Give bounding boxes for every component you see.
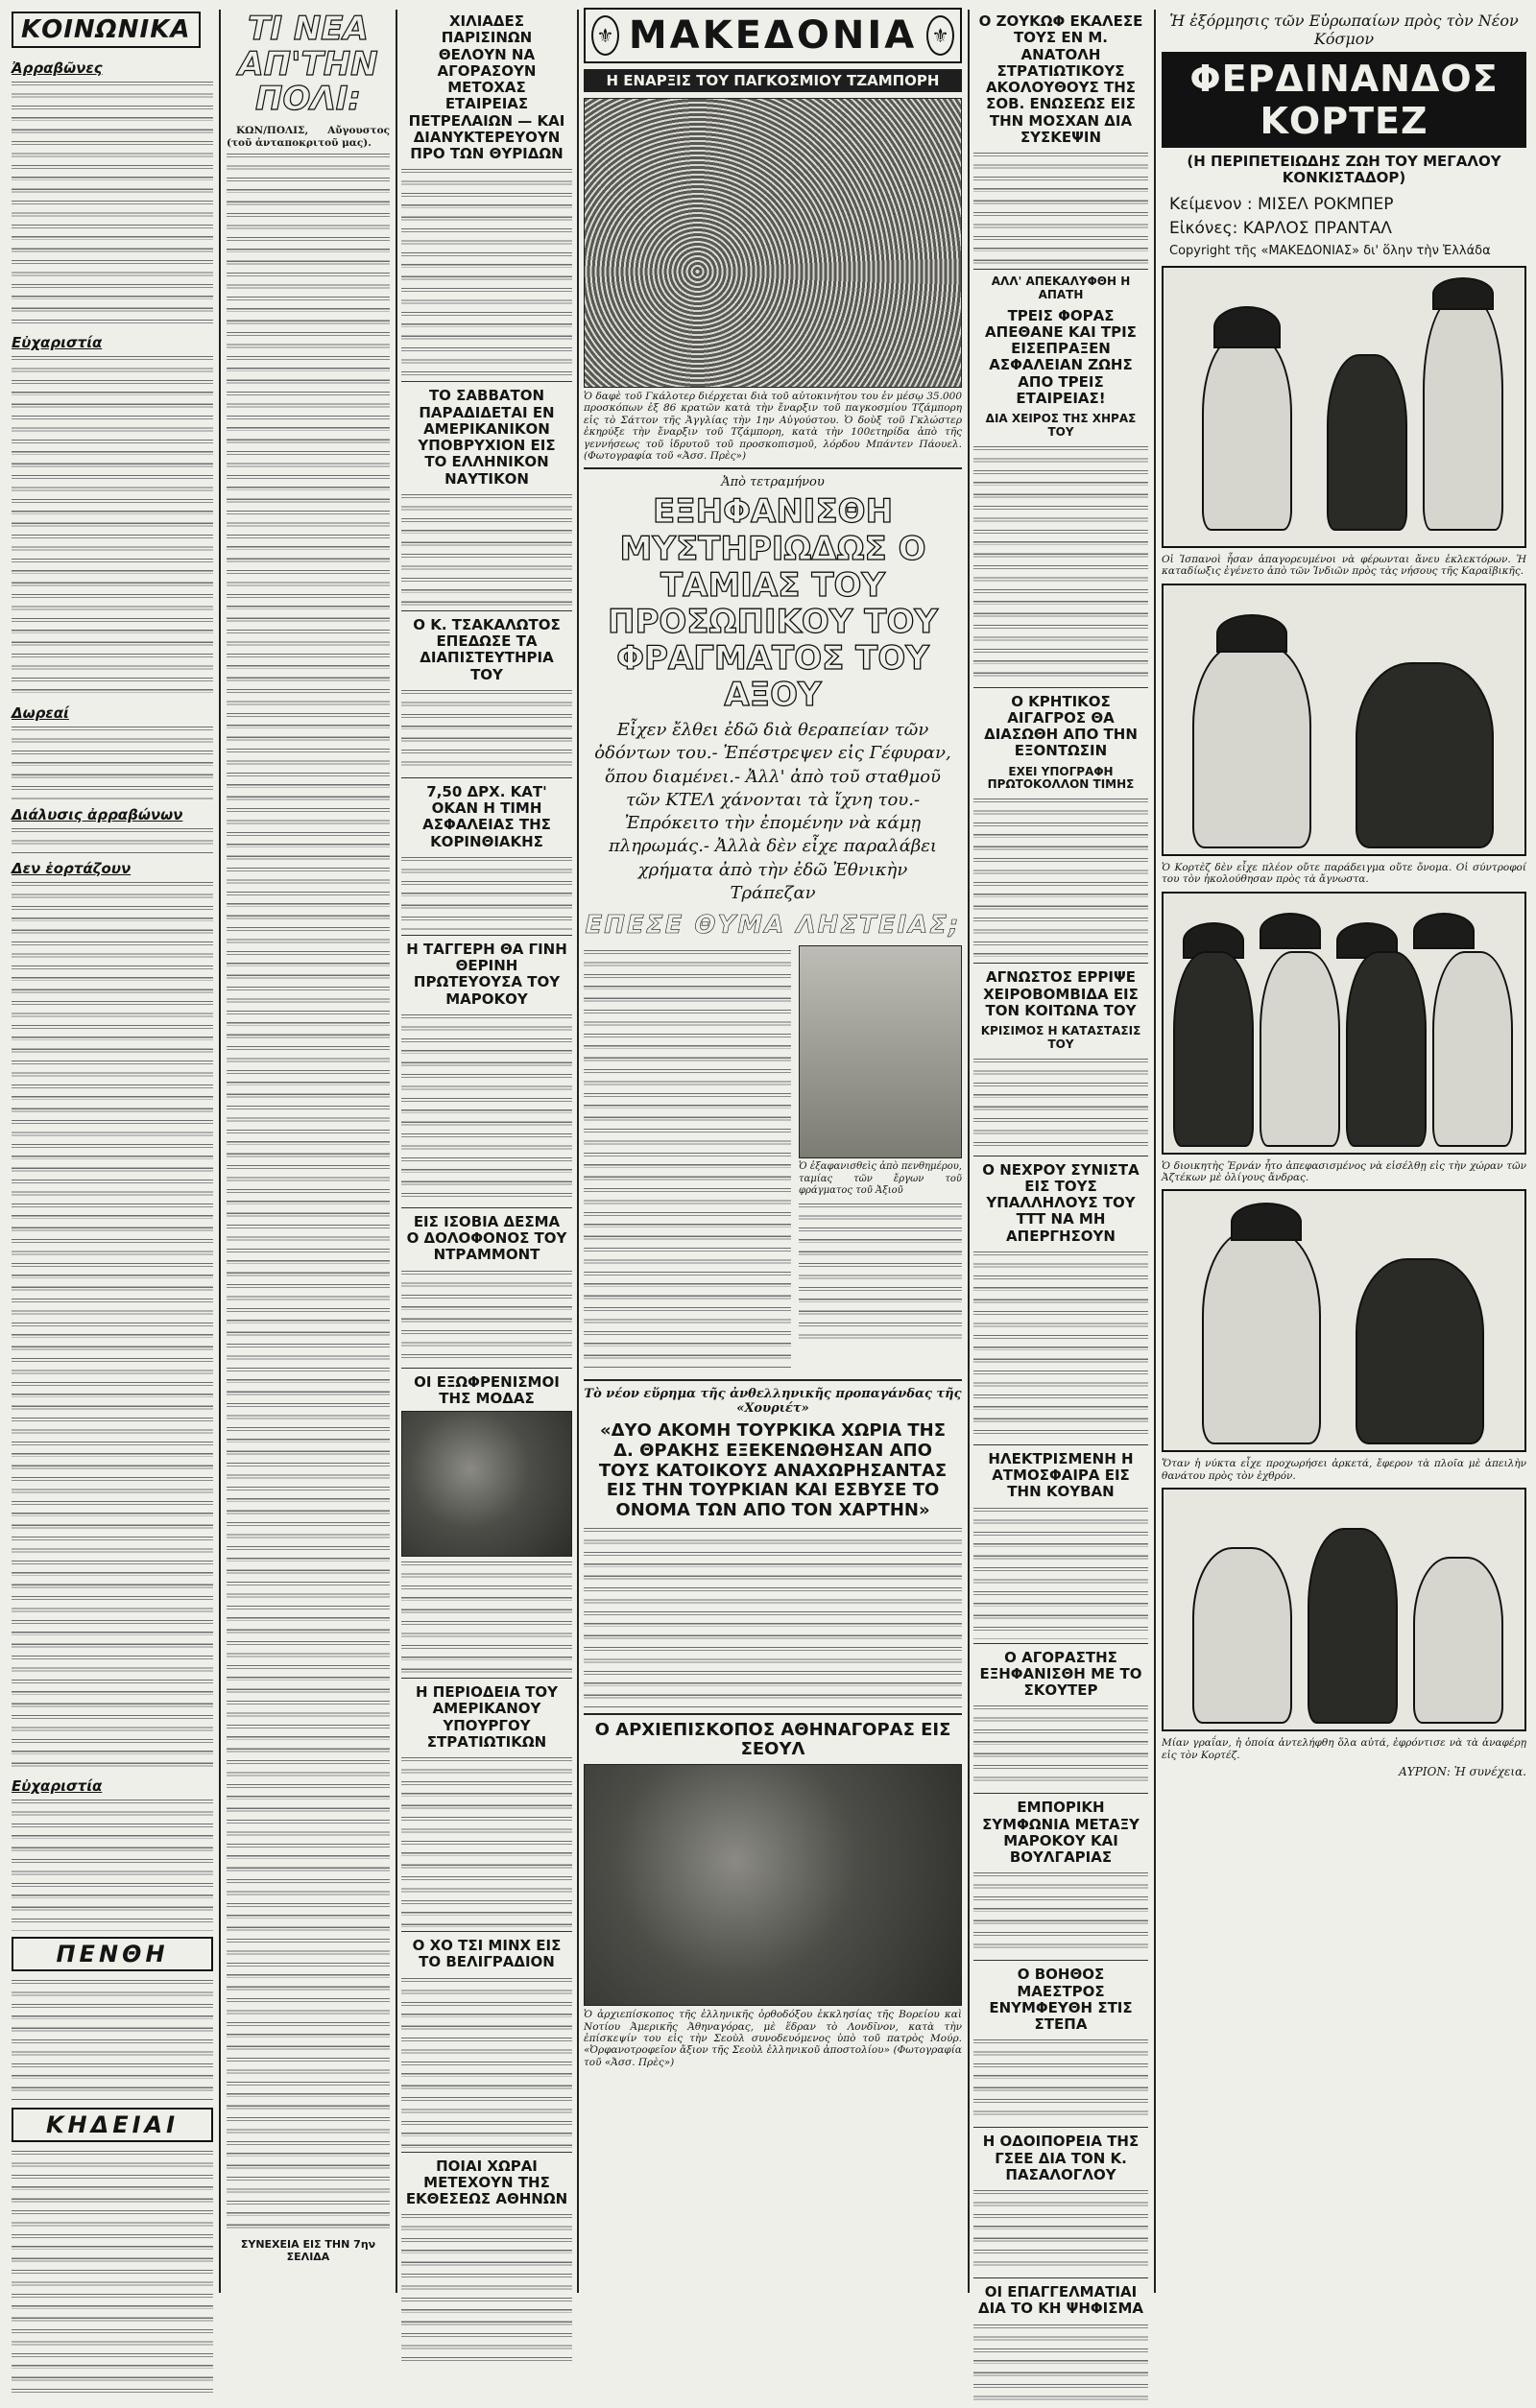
kicker-fraud: ΑΛΛ' ΑΠΕΚΑΛΥΦΘΗ Η ΑΠΑΤΗ	[991, 274, 1131, 301]
subsection-thanks: Εὐχαριστία	[12, 334, 103, 351]
body-text	[973, 1056, 1148, 1152]
body-text	[973, 443, 1148, 683]
body-text	[12, 825, 213, 854]
foreign-news-column	[973, 8, 1148, 2318]
column-rule	[968, 10, 970, 2293]
headline-drummond: ΕΙΣ ΙΣΟΒΙΑ ΔΕΣΜΑ Ο ΔΟΛΟΦΟΝΟΣ ΤΟΥ ΝΤΡΑΜΜΟΝΤ	[406, 1212, 567, 1264]
column-rule	[219, 10, 221, 2293]
headline-maestro: Ο ΒΟΗΘΟΣ ΜΑΕΣΤΡΟΣ ΕΝΥΜΦΕΥΘΗ ΣΤΙΣ ΣΤΕΠΑ	[989, 1966, 1133, 2034]
comic-caption-5: Μίαν γραΐαν, ἡ ὁποία ἀντελήφθη ὅλα αὐτά, ἐφρόντισε νὰ τὰ ἀναφέρῃ εἰς τὸν Κορτέζ.	[1162, 1737, 1526, 1761]
body-text	[401, 1754, 572, 1927]
feature-intro: Ἡ ἐξόρμησις τῶν Εὐρωπαίων πρὸς τὸν Νέον Κόσμον	[1169, 12, 1519, 48]
images-credit: Εἰκόνες: ΚΑΡΛΟΣ ΠΡΑΝΤΑΛ	[1169, 219, 1392, 238]
body-text	[401, 491, 572, 607]
column-rule	[577, 10, 579, 2293]
headline-fashion: ΟΙ ΕΞΩΦΡΕΝΙΣΜΟΙ ΤΗΣ ΜΟΔΑΣ	[414, 1372, 560, 1407]
subsection-donations: Δωρεαί	[12, 704, 69, 722]
body-text	[584, 1525, 962, 1707]
body-text	[401, 687, 572, 774]
body-text	[973, 1870, 1148, 1956]
archbishop-caption: Ὁ ἀρχιεπίσκοπος τῆς ἑλληνικῆς ὀρθοδόξου ἐκκλησίας τῆς Βορείου καὶ Νοτίου Ἀμερικῆς Ἀθηναγόρας, μὲ ἕδραν τὸ Λονδῖνον, κατὰ τὴν ἐπίσκεψίν του εἰς τὴν Σεοὺλ συνοδευόμενος ὑπὸ τοῦ πατρὸς Μούρ. «Ὀρφανοτροφεῖον ἄξιον τῆς Σεοὺλ ἑλληνικοῦ ἀποστολίου» (Φωτογραφία τοῦ «Ἀσσ. Πρὲς»)	[584, 2009, 962, 2068]
continued-note: ΣΥΝΕΧΕΙΑ ΕΙΣ ΤΗΝ 7ην ΣΕΛΙΔΑ	[240, 2237, 376, 2263]
lead-line: ΚΩΝ/ΠΟΛΙΣ, Αὔγουστος (τοῦ ἀνταποκριτοῦ μας).	[227, 125, 390, 149]
mourning-heading: ΠΕΝΘΗ	[12, 1937, 213, 1971]
archbishop-headline: Ο ΑΡΧΙΕΠΙΣΚΟΠΟΣ ΑΘΗΝΑΓΟΡΑΣ ΕΙΣ ΣΕΟΥΛ	[594, 1719, 951, 1760]
body-text	[799, 1201, 962, 1345]
funerals-heading: ΚΗΔΕΙΑΙ	[12, 2108, 213, 2142]
body-text	[12, 79, 213, 328]
headline-ho-chi-minh: Ο ΧΟ ΤΣΙ ΜΙΝΧ ΕΙΣ ΤΟ ΒΕΛΙΓΡΑΔΙΟΝ	[412, 1937, 562, 1971]
treasurer-photo-caption: Ὁ ἐξαφανισθεὶς ἀπὸ πενθημέρου, ταμίας τῶν ἔργων τοῦ φράγματος τοῦ Ἀξιοῦ	[799, 1161, 962, 1197]
comic-panel-4	[1162, 1189, 1526, 1452]
feature-subtitle: (Η ΠΕΡΙΠΕΤΕΙΩΔΗΣ ΖΩΗ ΤΟΥ ΜΕΓΑΛΟΥ ΚΟΝΚΙΣΤΑΔΟΡ)	[1187, 153, 1501, 187]
headline-nehru: Ο ΝΕΧΡΟΥ ΣΥΝΙΣΤΑ ΕΙΣ ΤΟΥΣ ΥΠΑΛΛΗΛΟΥΣ ΤΟΥ ΤΤΤ ΝΑ ΜΗ ΑΠΕΡΓΗΣΟΥΝ	[982, 1160, 1140, 1245]
robbery-headline: ΕΠΕΣΕ ΘΥΜΑ ΛΗΣΤΕΙΑΣ;	[585, 911, 961, 941]
body-text	[973, 796, 1148, 959]
headline-ibex: Ο ΚΡΗΤΙΚΟΣ ΑΙΓΑΓΡΟΣ ΘΑ ΔΙΑΣΩΘΗ ΑΠΟ ΤΗΝ ΕΞΟΝΤΩΣΙΝ	[984, 692, 1138, 760]
comic-caption-2: Ὁ Κορτὲζ δὲν εἶχε πλέον οὔτε παράδειγμα οὔτε ὄνομα. Οἱ σύντροφοί του τὸν ἠκολούθησαν πρὸς τὰ ἄγνωστα.	[1162, 861, 1526, 886]
subhead-protocol: ΕΧΕΙ ΥΠΟΓΡΑΦΗ ΠΡΩΤΟΚΟΛΛΟΝ ΤΙΜΗΣ	[987, 764, 1135, 792]
subhead-critical: ΚΡΙΣΙΜΟΣ Η ΚΑΤΑΣΤΑΣΙΣ ΤΟΥ	[980, 1024, 1141, 1051]
column-rule	[396, 10, 397, 2293]
body-text	[227, 151, 390, 2233]
body-text	[12, 353, 213, 699]
emblem-icon: ⚜	[926, 15, 954, 56]
main-column	[584, 8, 962, 2295]
headline-tangier: Η ΤΑΓΓΕΡΗ ΘΑ ΓΙΝΗ ΘΕΡΙΝΗ ΠΡΩΤΕΥΟΥΣΑ ΤΟΥ ΜΑΡΟΚΟΥ	[406, 940, 567, 1008]
body-text	[12, 1797, 213, 1931]
body-text	[401, 166, 572, 377]
subsection-thanks-2: Εὐχαριστία	[12, 1777, 103, 1795]
body-text	[401, 1975, 572, 2148]
body-text	[973, 2037, 1148, 2123]
headline-professionals: ΟΙ ΕΠΑΓΓΕΛΜΑΤΙΑΙ ΔΙΑ ΤΟ ΚΗ ΨΗΦΙΣΜΑ	[977, 2283, 1144, 2318]
treasurer-lead: Εἶχεν ἔλθει ἐδῶ διὰ θεραπείαν τῶν ὀδόντων του.- Ἐπέστρεψεν εἰς Γέφυραν, ὅπου διαμένει.- Ἀλλ' ἀπὸ τοῦ σταθμοῦ τῶν ΚΤΕΛ χάνονται τὰ ἴχνη του.- Ἐπρόκειτο τὴν ἐπομένην νὰ κάμῃ πληρωμάς.- Ἀλλὰ δὲν εἶχε παραλάβει χρήματα ἀπὸ τὴν ἐδῶ Ἐθνικὴν Τράπεζαν	[594, 719, 951, 903]
body-text	[973, 2187, 1148, 2274]
turkish-villages-headline: «ΔΥΟ ΑΚΟΜΗ ΤΟΥΡΚΙΚΑ ΧΩΡΙΑ ΤΗΣ Δ. ΘΡΑΚΗΣ ΕΞΕΚΕΝΩΘΗΣΑΝ ΑΠΟ ΤΟΥΣ ΚΑΤΟΙΚΟΥΣ ΑΝΑΧΩΡΗΣΑΝΤΑΣ ΕΙΣ ΤΗΝ ΤΟΥΡΚΙΑΝ ΚΑΙ ΕΣΒΥΣΕ ΤΟ ΟΝΟΜΑ ΤΩΝ ΑΠΟ ΤΟΝ ΧΑΡΤΗΝ»	[598, 1420, 948, 1521]
body-text	[401, 1012, 572, 1204]
headline-zhukov: Ο ΖΟΥΚΩΦ ΕΚΑΛΕΣΕ ΤΟΥΣ ΕΝ Μ. ΑΝΑΤΟΛΗ ΣΤΡΑΤΙΩΤΙΚΟΥΣ ΑΚΟΛΟΥΘΟΥΣ ΤΗΣ ΣΟΒ. ΕΝΩΣΕΩΣ ΕΙΣ ΤΗΝ ΜΟΣΧΑΝ ΔΙΑ ΣΥΣΚΕΨΙΝ	[978, 12, 1143, 146]
comic-panel-2	[1162, 584, 1526, 856]
headline-paris-oil: ΧΙΛΙΑΔΕΣ ΠΑΡΙΣΙΝΩΝ ΘΕΛΟΥΝ ΝΑ ΑΓΟΡΑΣΟΥΝ ΜΕΤΟΧΑΣ ΕΤΑΙΡΕΙΑΣ ΠΕΤΡΕΛΑΙΩΝ — ΚΑΙ ΔΙΑΝΥΚΤΕΡΕΥΟΥΝ ΠΡΟ ΤΩΝ ΘΥΡΙΔΩΝ	[408, 12, 565, 162]
column-rule	[1154, 10, 1156, 2293]
comic-panel-3	[1162, 892, 1526, 1155]
treasurer-photo	[799, 945, 962, 1158]
text-credit: Κείμενον : ΜΙΣΕΛ ΡΟΚΜΠΕΡ	[1169, 194, 1394, 214]
jamboree-headline: Η ΕΝΑΡΞΙΣ ΤΟΥ ΠΑΓΚΟΣΜΙΟΥ ΤΖΑΜΠΟΡΗ	[584, 69, 962, 92]
body-text	[584, 947, 791, 1370]
social-column	[12, 8, 213, 2295]
subhead-widow: ΔΙΑ ΧΕΙΡΟΣ ΤΗΣ ΧΗΡΑΣ ΤΟΥ	[985, 412, 1137, 439]
body-text	[12, 879, 213, 1772]
headline-insurance: ΤΡΕΙΣ ΦΟΡΑΣ ΑΠΕΘΑΝΕ ΚΑΙ ΤΡΙΣ ΕΙΣΕΠΡΑΞΕΝ ΑΣΦΑΛΕΙΑΝ ΖΩΗΣ ΑΠΟ ΤΡΕΙΣ ΕΤΑΙΡΕΙΑΣ!	[985, 306, 1137, 407]
headline-scooter: Ο ΑΓΟΡΑΣΤΗΣ ΕΞΗΦΑΝΙΣΘΗ ΜΕ ΤΟ ΣΚΟΥΤΕΡ	[979, 1648, 1142, 1700]
headline-submarine: ΤΟ ΣΑΒΒΑΤΟΝ ΠΑΡΑΔΙΔΕΤΑΙ ΕΝ ΑΜΕΡΙΚΑΝΙΚΟΝ ΥΠΟΒΡΥΧΙΟΝ ΕΙΣ ΤΟ ΕΛΛΗΝΙΚΟΝ ΝΑΥΤΙΚΟΝ	[418, 387, 556, 488]
continued-tomorrow: ΑΥΡΙΟΝ: Ἡ συνέχεια.	[1399, 1765, 1526, 1779]
headline-expo: ΠΟΙΑΙ ΧΩΡΑΙ ΜΕΤΕΧΟΥΝ ΤΗΣ ΕΚΘΕΣΕΩΣ ΑΘΗΝΩΝ	[405, 2157, 568, 2207]
news-briefs-column	[401, 8, 572, 2295]
comic-caption-3: Ὁ διοικητὴς Ἐρνάν ἦτο ἀπεφασισμένος νὰ εἰσέλθῃ εἰς τὴν χώραν τῶν Ἀζτέκων μὲ ὁλίγους ἄνδρας.	[1162, 1159, 1526, 1184]
body-text	[401, 2211, 572, 2365]
body-text	[973, 1505, 1148, 1639]
subsection-name-days: Δεν ἑορτάζουν	[12, 860, 132, 877]
constantinople-column	[227, 8, 390, 2295]
masthead-title: ΜΑΚΕΔΟΝΙΑ	[628, 13, 918, 58]
comic-caption-1: Οἱ Ἰσπανοὶ ἦσαν ἀπαγορευμένοι νὰ φέρωνται ἄνευ ἐκλεκτόρων. Ἡ καταδίωξις ἐγένετο ἀπὸ τῶν Ἰνδιῶν πρὸς τὰς νήσους τῆς Καραϊβικῆς.	[1162, 554, 1526, 578]
jamboree-photo	[584, 98, 962, 388]
body-text	[973, 2322, 1148, 2408]
copyright-note: Copyright τῆς «ΜΑΚΕΔΟΝΙΑΣ» δι' ὅλην τὴν Ἑλλάδα	[1169, 243, 1491, 258]
body-text	[401, 1268, 572, 1364]
kicker: Ἀπὸ τετραμήνου	[721, 475, 825, 490]
headline-morocco-bulgaria: ΕΜΠΟΡΙΚΗ ΣΥΜΦΩΝΙΑ ΜΕΤΑΞΥ ΜΑΡΟΚΟΥ ΚΑΙ ΒΟΥΛΓΑΡΙΑΣ	[982, 1799, 1140, 1867]
body-text	[12, 724, 213, 800]
body-text	[12, 1977, 213, 2102]
propaganda-kicker: Τὸ νέον εὕρημα τῆς ἀνθελληνικῆς προπαγάνδας τῆς «Χουριέτ»	[584, 1387, 962, 1417]
body-text	[401, 1559, 572, 1674]
subsection-broken-engagements: Διάλυσις ἀρραβώνων	[12, 806, 183, 823]
body-text	[973, 150, 1148, 265]
comic-panel-5	[1162, 1488, 1526, 1731]
section-title: ΚΟΙΝΩΝΙΚΑ	[12, 12, 201, 48]
cortez-feature-column	[1162, 8, 1526, 2295]
treasurer-story	[584, 945, 962, 1373]
headline-us-minister: Η ΠΕΡΙΟΔΕΙΑ ΤΟΥ ΑΜΕΡΙΚΑΝΟΥ ΥΠΟΥΡΓΟΥ ΣΤΡΑΤΙΩΤΙΚΩΝ	[415, 1683, 558, 1751]
body-text	[12, 2148, 213, 2397]
archbishop-photo	[584, 1764, 962, 2006]
headline-price: 7,50 ΔΡΧ. ΚΑΤ' ΟΚΑΝ Η ΤΙΜΗ ΑΣΦΑΛΕΙΑΣ ΤΗΣ ΚΟΡΙΝΘΙΑΚΗΣ	[422, 782, 551, 850]
feature-title: ΦΕΡΔΙΝΑΝΔΟΣ ΚΟΡΤΕΖ	[1162, 52, 1526, 148]
headline-cuba: ΗΛΕΚΤΡΙΣΜΕΝΗ Η ΑΤΜΟΣΦΑΙΡΑ ΕΙΣ ΤΗΝ ΚΟΥΒΑΝ	[988, 1449, 1134, 1501]
jamboree-caption: Ὁ δαφὲ τοῦ Γκάλοτερ διέρχεται διὰ τοῦ αὐτοκινήτου του ἐν μέσῳ 35.000 προσκόπων ἐξ 86 κρατῶν κατὰ τὴν ἔναρξιν τοῦ παγκοσμίου Τζάμπορη εἰς τὸ Σάττον τῆς Ἀγγλίας τὴν 1ην Αὐγούστου. Ὁ δοὺξ τοῦ Γκλώστερ ἐκηρύξε τὴν ἔναρξιν τοῦ Τζάμπορη, κατὰ τὴν 100ετηρίδα ἀπὸ τῆς γεννήσεως τοῦ ἱδρυτοῦ τοῦ προσκοπισμοῦ, λόρδου Μπάντεν Πάουελ. (Φωτογραφία τοῦ «Ἀσσ. Πρὲς»)	[584, 391, 962, 463]
body-text	[973, 1703, 1148, 1789]
treasurer-headline: ΕΞΗΦΑΝΙΣΘΗ ΜΥΣΤΗΡΙΩΔΩΣ Ο ΤΑΜΙΑΣ ΤΟΥ ΠΡΟΣΩΠΙΚΟΥ ΤΟΥ ΦΡΑΓΜΑΤΟΣ ΤΟΥ ΑΞΟΥ	[608, 492, 938, 714]
body-text	[973, 1249, 1148, 1441]
body-text	[401, 854, 572, 931]
column-header: ΤΙ ΝΕΑ ΑΠ'ΤΗΝ ΠΟΛΙ:	[238, 10, 378, 119]
comic-caption-4: Ὅταν ἡ νύκτα εἶχε προχωρήσει ἀρκετά, ἔφερον τὰ πλοῖα μὲ ἀπειλὴν θανάτου πρὸς τὸν ἐχθρόν.	[1162, 1458, 1526, 1482]
headline-grenade: ΑΓΝΩΣΤΟΣ ΕΡΡΙΨΕ ΧΕΙΡΟΒΟΜΒΙΔΑ ΕΙΣ ΤΟΝ ΚΟΙΤΩΝΑ ΤΟΥ	[983, 968, 1139, 1019]
comic-panel-1	[1162, 266, 1526, 548]
masthead	[584, 8, 962, 63]
emblem-icon: ⚜	[591, 15, 619, 56]
feature-credits	[1169, 193, 1519, 261]
headline-tsakalotos: Ο Κ. ΤΣΑΚΑΛΩΤΟΣ ΕΠΕΔΩΣΕ ΤΑ ΔΙΑΠΙΣΤΕΥΤΗΡΙΑ ΤΟΥ	[413, 615, 561, 683]
headline-gsee: Η ΟΔΟΙΠΟΡΕΙΑ ΤΗΣ ΓΣΕΕ ΔΙΑ ΤΟΝ Κ. ΠΑΣΑΛΟΓΛΟΥ	[982, 2133, 1140, 2183]
fashion-photo	[401, 1411, 572, 1557]
subsection-engagements: Ἀρραβῶνες	[12, 60, 103, 77]
